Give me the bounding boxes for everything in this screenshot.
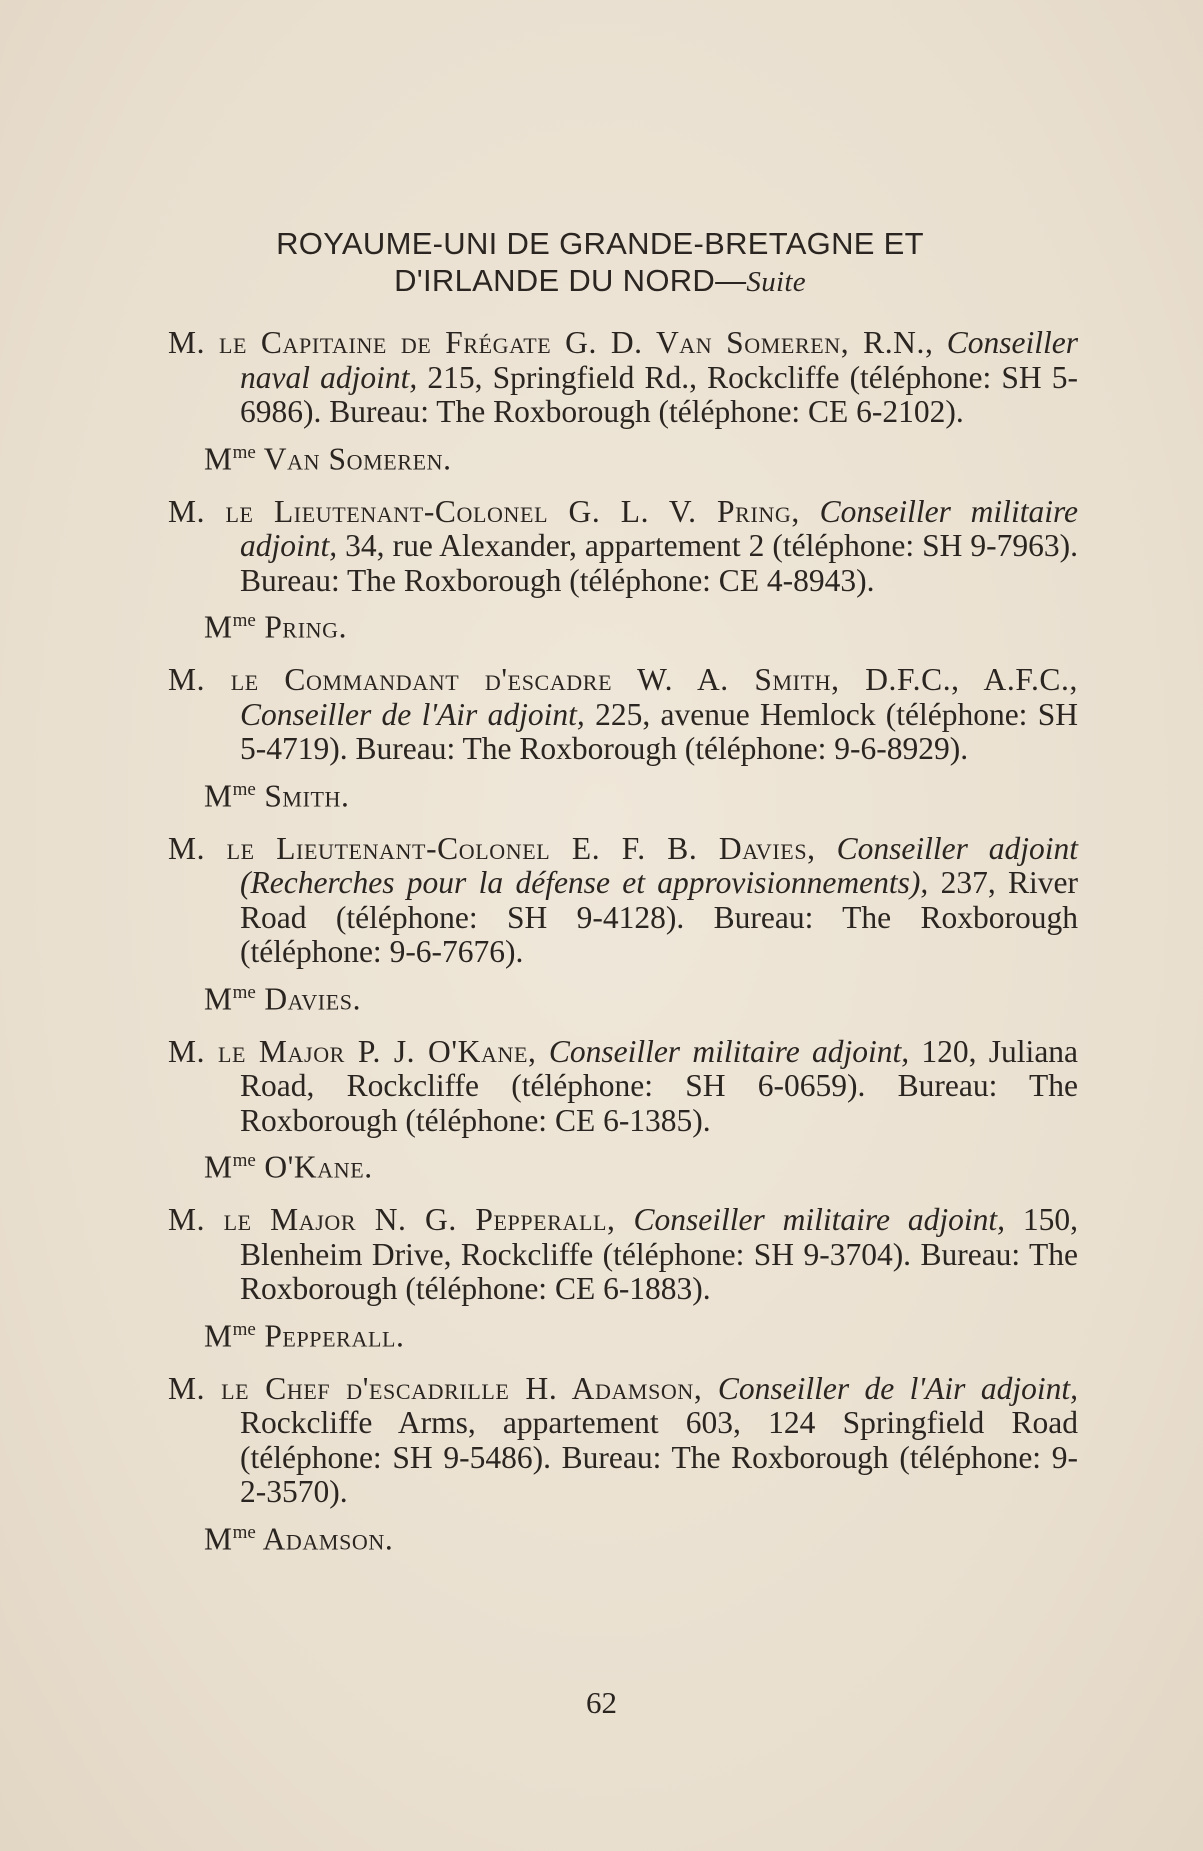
entry-list <box>168 326 1078 1575</box>
entry-rank: M. le Chef d'escadrille H. Adamson, <box>168 1370 703 1406</box>
entry-rank: M. le Lieutenant-Colonel G. L. V. Pring, <box>168 493 800 529</box>
entry-rank: M. le Major P. J. O'Kane, <box>168 1033 537 1069</box>
spouse-sup: me <box>232 610 256 631</box>
entry-rank: M. le Capitaine de Frégate G. D. Van Someren, R.N., <box>168 325 934 360</box>
entry-rank: M. le Commandant d'escadre W. A. Smith, D.F.C., A.F.C., <box>168 662 1078 697</box>
entry-spouse <box>204 1144 1078 1185</box>
spouse-sup: me <box>232 1318 256 1340</box>
spouse-name: Adamson. <box>262 1521 394 1556</box>
entry-rank: M. le Major N. G. Pepperall, <box>168 1202 616 1237</box>
entry-details: 237, River Road (téléphone: SH 9-4128). Bureau: The Roxborough (téléphone: 9-6-7676). <box>240 865 1078 969</box>
spouse-prefix: M <box>204 609 233 645</box>
heading-line-2-text: D'IRLANDE DU NORD— <box>394 263 747 298</box>
entry-spouse <box>204 773 1078 814</box>
entry-adamson <box>168 1372 1078 1557</box>
entry-title: Conseiller adjoint (Recherches pour la défense et approvisionnements), <box>240 830 1078 900</box>
spouse-name: Van Someren. <box>263 441 452 476</box>
spouse-prefix: M <box>204 1318 233 1353</box>
entry-text <box>168 326 1078 430</box>
entry-details: 215, Springfield Rd., Rockcliffe (téléphone: SH 5-6986). Bureau: The Roxborough (téléphone: CE 6-2102). <box>240 359 1078 429</box>
spouse-name: Pepperall. <box>264 1318 405 1353</box>
entry-spouse <box>204 604 1078 645</box>
spouse-sup: me <box>232 441 256 463</box>
entry-title: Conseiller militaire adjoint, <box>548 1033 910 1069</box>
page-heading <box>150 225 1050 301</box>
entry-text <box>168 495 1078 599</box>
spouse-name: Smith. <box>264 778 350 813</box>
entry-text <box>168 663 1078 767</box>
entry-spouse <box>204 1516 1078 1557</box>
entry-details: 34, rue Alexander, appartement 2 (téléphone: SH 9-7963). Bureau: The Roxborough (téléphone: CE 4-8943). <box>240 528 1078 598</box>
entry-details: Rockcliffe Arms, appartement 603, 124 Springfield Road (téléphone: SH 9-5486). Bureau: The Roxborough (téléphone: 9-2-3570). <box>240 1405 1078 1509</box>
entry-smith <box>168 663 1078 814</box>
spouse-prefix: M <box>204 1149 233 1185</box>
heading-suite: Suite <box>746 266 806 298</box>
entry-details: 225, avenue Hemlock (téléphone: SH 5-4719). Bureau: The Roxborough (téléphone: 9-6-8929). <box>240 696 1078 766</box>
entry-van-someren <box>168 326 1078 477</box>
spouse-prefix: M <box>204 981 233 1016</box>
spouse-sup: me <box>232 981 256 1003</box>
heading-line-1: ROYAUME-UNI DE GRANDE-BRETAGNE ET <box>276 226 924 261</box>
entry-text <box>168 1203 1078 1307</box>
entry-pring <box>168 495 1078 646</box>
page-number: 62 <box>586 1685 617 1720</box>
entry-title: Conseiller militaire adjoint, <box>633 1202 1005 1237</box>
entry-spouse <box>204 976 1078 1017</box>
spouse-sup: me <box>232 1521 256 1543</box>
entry-davies <box>168 832 1078 1017</box>
entry-title: Conseiller militaire adjoint, <box>240 493 1079 563</box>
spouse-prefix: M <box>204 441 233 476</box>
spouse-name: Davies. <box>264 981 362 1016</box>
entry-details: 150, Blenheim Drive, Rockcliffe (téléphone: SH 9-3704). Bureau: The Roxborough (téléphone: CE 6-1883). <box>240 1202 1078 1306</box>
spouse-name: Pring. <box>264 609 348 645</box>
spouse-prefix: M <box>204 1521 233 1556</box>
entry-pepperall <box>168 1203 1078 1354</box>
entry-title: Conseiller naval adjoint, <box>240 325 1079 395</box>
spouse-prefix: M <box>204 778 233 813</box>
spouse-name: O'Kane. <box>264 1149 373 1185</box>
entry-text <box>168 832 1078 970</box>
entry-rank: M. le Lieutenant-Colonel E. F. B. Davies, <box>168 830 816 866</box>
spouse-sup: me <box>232 778 256 800</box>
entry-text <box>168 1035 1078 1139</box>
entry-okane <box>168 1035 1078 1186</box>
entry-details: 120, Juliana Road, Rockcliffe (téléphone: SH 6-0659). Bureau: The Roxborough (téléphone: CE 6-1385). <box>240 1033 1079 1138</box>
heading-line-2 <box>150 262 1050 301</box>
entry-spouse <box>204 436 1078 477</box>
entry-title: Conseiller de l'Air adjoint, <box>717 1370 1078 1406</box>
entry-title: Conseiller de l'Air adjoint, <box>240 696 585 732</box>
spouse-sup: me <box>232 1150 256 1171</box>
entry-spouse <box>204 1313 1078 1354</box>
entry-text <box>168 1372 1078 1510</box>
